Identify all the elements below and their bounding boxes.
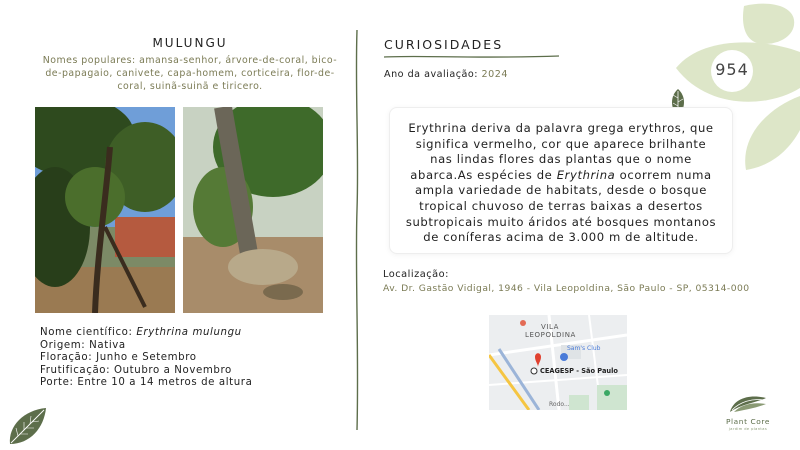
title-underline [384, 54, 559, 60]
evaluation-year: Ano da avaliação: 2024 [384, 69, 508, 80]
plant-facts [40, 327, 350, 390]
fruiting: Frutificação: Outubro a Novembro [40, 364, 232, 376]
section-title: CURIOSIDADES [384, 37, 504, 52]
map-place-label: CEAGESP - São Paulo [540, 367, 618, 375]
scientific-name-value: Erythrina mulungu [136, 327, 242, 338]
brand-logo-icon [728, 392, 768, 414]
scientific-name: Nome científico: Erythrina mulungu [40, 327, 242, 338]
vertical-divider [352, 30, 362, 430]
curiosity-text: Erythrina deriva da palavra grega erythros, que significa vermelho, cor que aparece brilhante nas lindas flores das plantas que o nome abarca.As espécies de Erythrina ocorrem numa ampla variedade de habitats, desde o bosque tropical chuvoso de terras baixas a desertos subtropicais muito áridos até bosques montanos de coníferas acima de 3.000 m de altitude. [405, 121, 717, 245]
evaluation-year-value: 2024 [481, 69, 508, 80]
tree-photo-2 [183, 107, 323, 313]
map-store-label: Sam's Club [567, 345, 601, 352]
origin: Origem: Nativa [40, 339, 126, 351]
popular-names: Nomes populares: amansa-senhor, árvore-de-coral, bico-de-papagaio, canivete, capa-homem, corticeira, flor-de-coral, suinã-suinã e tiricero. [42, 55, 338, 92]
flowering: Floração: Junho e Setembro [40, 352, 197, 364]
map-road-label: Rodo... [549, 401, 570, 408]
evaluation-number: 954 [715, 60, 749, 79]
leaf-decoration-bottom-left [6, 404, 48, 448]
location-address: Av. Dr. Gastão Vidigal, 1946 - Vila Leopoldina, São Paulo - SP, 05314-000 [383, 283, 750, 294]
map-district-label: VILA LEOPOLDINA [525, 323, 576, 339]
brand-tagline: jardim de plantas [728, 427, 768, 431]
curiosity-card [389, 107, 733, 254]
location-map[interactable] [489, 315, 627, 410]
size: Porte: Entre 10 a 14 metros de altura [40, 377, 253, 389]
tree-photo-1 [35, 107, 175, 313]
plant-title: MULUNGU [152, 36, 228, 50]
location-label: Localização: [383, 269, 449, 280]
brand-name: Plant Core [725, 417, 771, 426]
